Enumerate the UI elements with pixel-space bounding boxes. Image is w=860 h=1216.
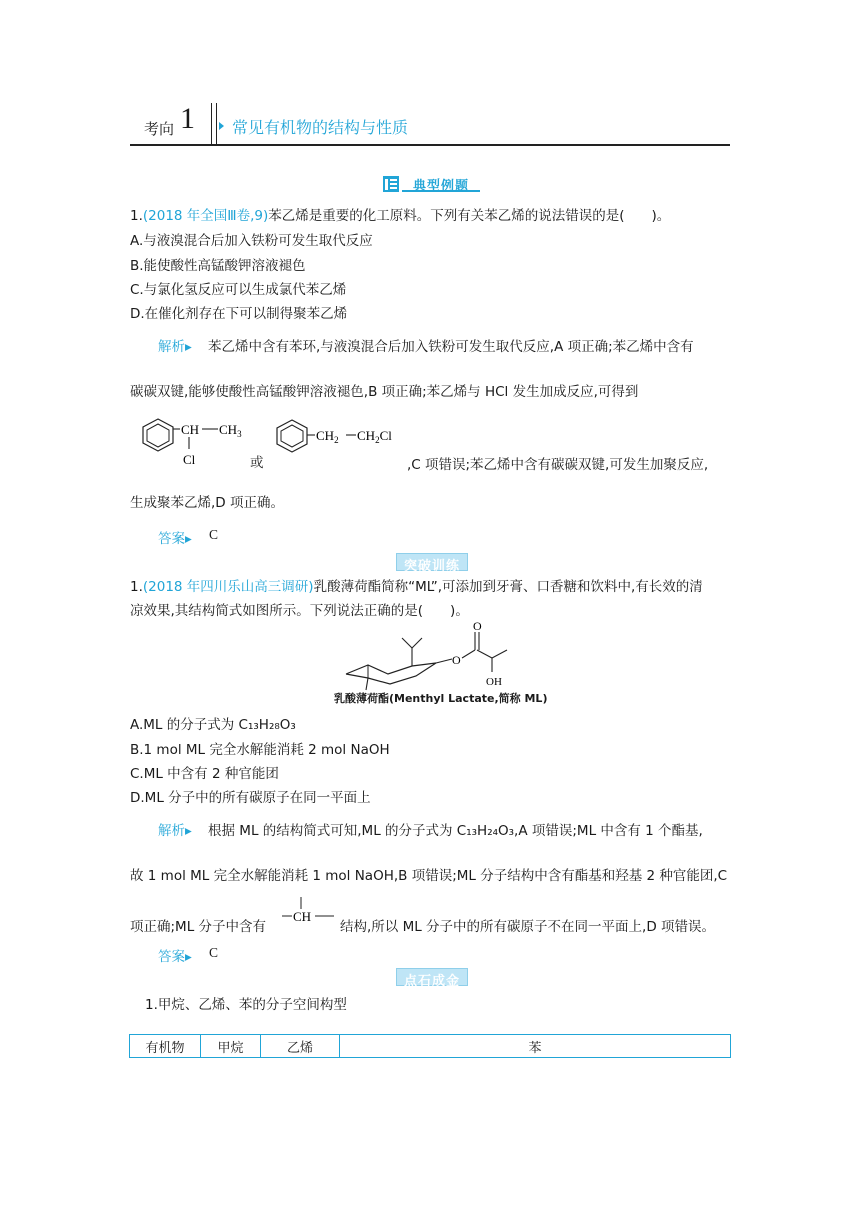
key-item: 1.甲烷、乙烯、苯的分子空间构型	[145, 997, 347, 1013]
table-header-cell: 有机物	[130, 1035, 201, 1058]
section-label: 考向	[144, 120, 175, 138]
banner-breakthrough-training: 突破训练	[396, 553, 468, 571]
banner-typical-example: 典型例题	[402, 174, 480, 192]
table-header-cell: 甲烷	[201, 1035, 261, 1058]
section-title: 常见有机物的结构与性质	[232, 118, 409, 137]
header-rule	[130, 144, 730, 146]
hydroxyl-label: OH	[486, 676, 502, 688]
answer-value: C	[209, 527, 219, 542]
figure-caption: 乳酸薄荷酯(Menthyl Lactate,简称 ML)	[334, 692, 548, 705]
header-divider	[211, 103, 212, 145]
analysis-line: 根据 ML 的结构简式可知,ML 的分子式为 C₁₃H₂₄O₃,A 项错误;ML 中含有 1 个酯基,	[208, 823, 703, 839]
analysis-line: 生成聚苯乙烯,D 项正确。	[130, 495, 284, 511]
cl-label: Cl	[379, 428, 392, 443]
analysis-line: 项正确;ML 分子中含有	[130, 919, 267, 935]
analysis-line: 苯乙烯中含有苯环,与液溴混合后加入铁粉可发生取代反应,A 项正确;苯乙烯中含有	[208, 339, 694, 355]
option-a: A.与液溴混合后加入铁粉可发生取代反应	[130, 233, 373, 249]
ch2-label: CH	[357, 428, 376, 443]
option-a: A.ML 的分子式为 C₁₃H₂₈O₃	[130, 717, 296, 733]
ch-label: CH	[181, 422, 200, 437]
example-stem: 1.(2018 年全国Ⅲ卷,9)苯乙烯是重要的化工原料。下列有关苯乙烯的说法错误的是( )。	[130, 208, 671, 224]
list-icon	[383, 176, 399, 192]
or-text: 或	[250, 455, 264, 471]
header-divider	[216, 103, 217, 145]
analysis-line: 故 1 mol ML 完全水解能消耗 1 mol NaOH,B 项错误;ML 分子结构中含有酯基和羟基 2 种官能团,C	[130, 868, 728, 884]
analysis-line: 结构,所以 ML 分子中的所有碳原子不在同一平面上,D 项错误。	[340, 919, 716, 935]
answer-value: C	[209, 945, 219, 960]
oxygen-label: O	[473, 619, 482, 633]
molecule-shape-table	[129, 1034, 731, 1058]
cl-label: Cl	[183, 452, 196, 467]
training-stem: 1.(2018 年四川乐山高三调研)乳酸薄荷酯简称“ML”,可添加到牙膏、口香糖和饮料中,有长效的清	[130, 579, 703, 595]
option-c: C.ML 中含有 2 种官能团	[130, 766, 279, 782]
svg-text:CH2Cl: $CH_2Cl$	[357, 428, 392, 445]
structure-2-chloroethylbenzene	[268, 414, 408, 460]
triangle-bullet-icon	[219, 122, 224, 130]
table-header-cell: 乙烯	[261, 1035, 340, 1058]
option-d: D.ML 分子中的所有碳原子在同一平面上	[130, 790, 371, 806]
ch2-label: CH	[316, 428, 335, 443]
ch-group-structure	[282, 896, 336, 926]
option-d: D.在催化剂存在下可以制得聚苯乙烯	[130, 306, 348, 322]
banner-key-points: 点石成金	[396, 968, 468, 986]
analysis-line: 碳碳双键,能够使酸性高锰酸钾溶液褪色,B 项正确;苯乙烯与 HCl 发生加成反应,可得到	[130, 384, 639, 400]
oxygen-label: O	[452, 653, 461, 667]
svg-text:CH3: $CH_3$	[219, 422, 242, 439]
training-stem-line: 凉效果,其结构简式如图所示。下列说法正确的是( )。	[130, 603, 469, 619]
svg-text:CH2: $CH_2$	[316, 428, 339, 445]
option-b: B.能使酸性高锰酸钾溶液褪色	[130, 258, 306, 274]
analysis-line: ,C 项错误;苯乙烯中含有碳碳双键,可发生加聚反应,	[407, 457, 709, 473]
ch3-label: CH	[219, 422, 238, 437]
analysis-tag: 解析▸	[158, 339, 192, 355]
section-number: 1	[180, 102, 195, 135]
option-c: C.与氯化氢反应可以生成氯代苯乙烯	[130, 282, 347, 298]
option-b: B.1 mol ML 完全水解能消耗 2 mol NaOH	[130, 742, 390, 758]
answer-tag: 答案▸	[158, 531, 192, 547]
svg-text:CH: CH	[293, 909, 312, 924]
structure-chloroethylbenzene	[132, 410, 252, 470]
analysis-tag: 解析▸	[158, 823, 192, 839]
answer-tag: 答案▸	[158, 949, 192, 965]
table-header-cell: 苯	[340, 1035, 731, 1058]
